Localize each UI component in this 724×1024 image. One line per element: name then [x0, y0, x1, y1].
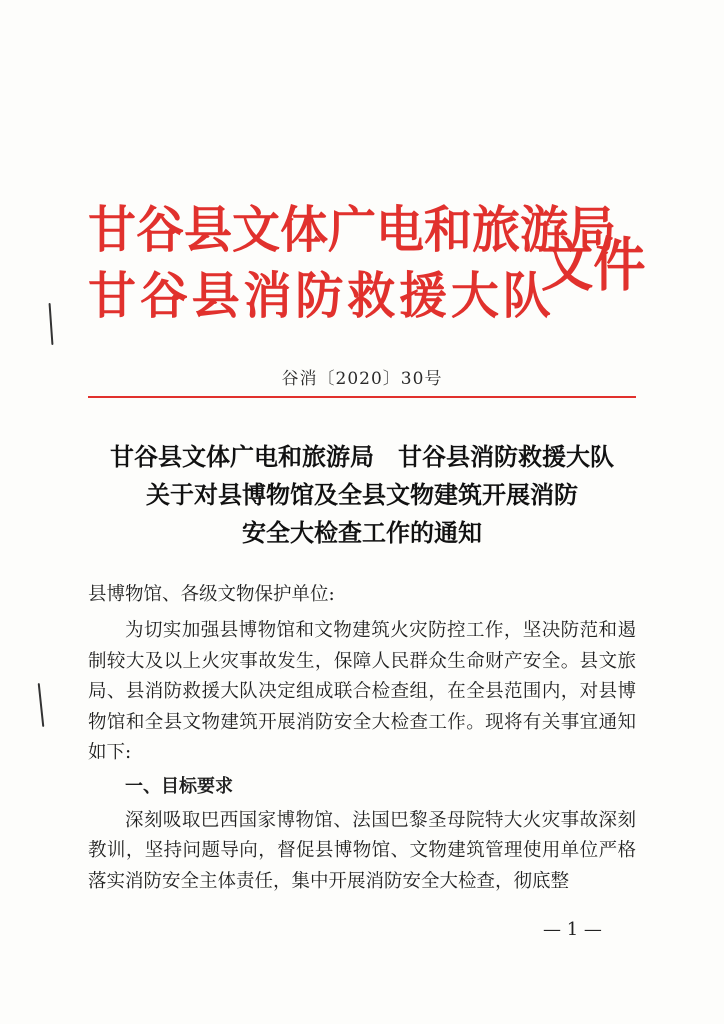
document-number: 谷消〔2020〕30号	[281, 369, 443, 389]
document-body	[88, 580, 636, 897]
title-line-2: 关于对县博物馆及全县文物建筑开展消防	[146, 480, 578, 509]
paragraph: 深刻吸取巴西国家博物馆、法国巴黎圣母院特大火灾事故深刻教训，坚持问题导向，督促县博物馆、文物建筑管理使用单位严格落实消防安全主体责任，集中开展消防安全大检查，彻底整	[88, 809, 636, 892]
letterhead-suffix: 文件	[541, 231, 646, 299]
scan-mark	[38, 683, 45, 727]
document-title	[60, 438, 664, 552]
title-line-3: 安全大检查工作的通知	[242, 518, 482, 547]
letterhead-issuer-2: 甘谷县消防救援大队	[88, 266, 555, 325]
paragraph: 为切实加强县博物馆和文物建筑火灾防控工作，坚决防范和遏制较大及以上火灾事故发生，保障人民群众生命财产安全。县文旅局、县消防救援大队决定组成联合检查组，在全县范围内，对县博物馆和全县文物建筑开展消防安全大检查工作。现将有关事宜通知如下:	[88, 620, 636, 763]
red-divider	[88, 396, 636, 398]
section-heading: 一、目标要求	[125, 775, 233, 797]
scan-mark	[49, 303, 54, 345]
salutation: 县博物馆、各级文物保护单位:	[88, 584, 335, 605]
title-line-1: 甘谷县文体广电和旅游局 甘谷县消防救援大队	[110, 442, 614, 471]
red-letterhead	[88, 196, 648, 336]
letterhead-issuer-1: 甘谷县文体广电和旅游局	[88, 200, 616, 259]
page-number: — 1 —	[543, 919, 602, 940]
